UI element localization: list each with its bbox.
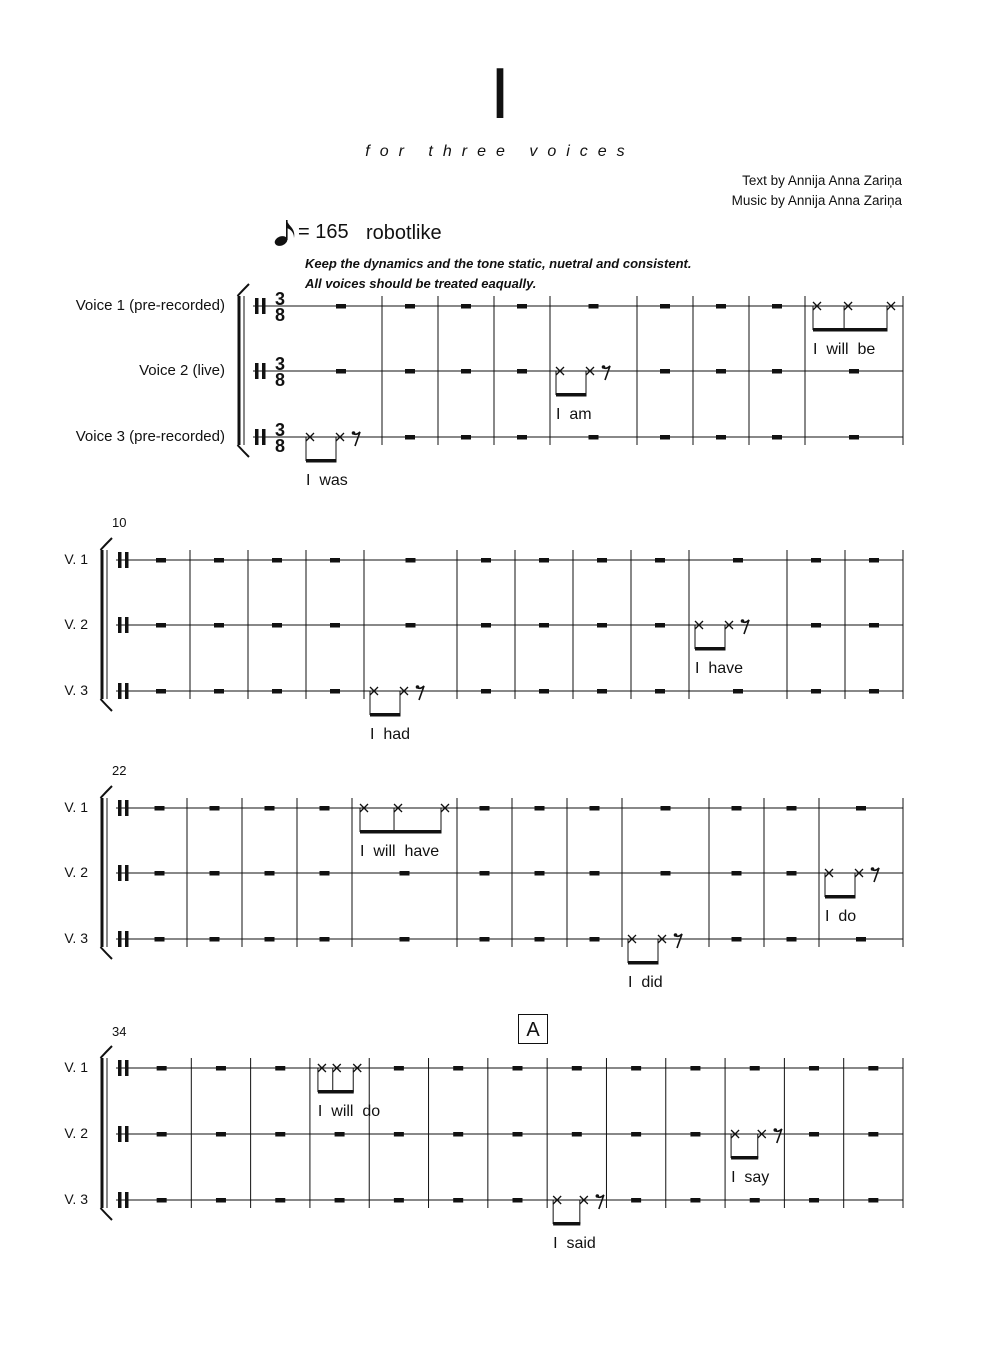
lyric: I will do bbox=[317, 1103, 381, 1120]
measure-rest bbox=[869, 623, 879, 628]
measure-rest bbox=[157, 1198, 167, 1203]
measure-rest bbox=[716, 435, 726, 440]
measure-rest bbox=[590, 806, 600, 811]
measure-rest bbox=[535, 937, 545, 942]
percussion-clef-icon bbox=[125, 931, 129, 947]
measure-rest bbox=[481, 623, 491, 628]
measure-rest bbox=[811, 623, 821, 628]
eighth-rest-dot bbox=[352, 431, 356, 435]
measure-rest bbox=[336, 304, 346, 309]
measure-rest bbox=[869, 558, 879, 563]
measure-rest bbox=[772, 435, 782, 440]
voice-name: V. 3 bbox=[64, 1191, 88, 1207]
measure-rest bbox=[394, 1132, 404, 1137]
measure-rest bbox=[394, 1066, 404, 1071]
measure-rest bbox=[275, 1198, 285, 1203]
measure-rest bbox=[156, 623, 166, 628]
measure-rest bbox=[733, 558, 743, 563]
measure-rest bbox=[272, 689, 282, 694]
percussion-clef-icon bbox=[118, 1126, 122, 1142]
measure-rest bbox=[787, 937, 797, 942]
lyric: I have bbox=[695, 660, 744, 677]
measure-rest bbox=[265, 871, 275, 876]
measure-rest bbox=[631, 1198, 641, 1203]
note-beam bbox=[553, 1222, 580, 1226]
lyric: I say bbox=[731, 1169, 770, 1186]
measure-rest bbox=[156, 558, 166, 563]
measure-rest bbox=[216, 1066, 226, 1071]
measure-rest bbox=[156, 689, 166, 694]
voice-name: Voice 2 (live) bbox=[139, 362, 225, 379]
measure-rest bbox=[214, 558, 224, 563]
voice-name: V. 1 bbox=[64, 1059, 88, 1075]
measure-rest bbox=[480, 937, 490, 942]
time-signature-numerator: 3 bbox=[274, 289, 286, 309]
voice-name: V. 2 bbox=[64, 616, 88, 632]
measure-rest bbox=[214, 689, 224, 694]
measure-rest bbox=[210, 871, 220, 876]
measure-rest bbox=[690, 1066, 700, 1071]
measure-rest bbox=[811, 689, 821, 694]
bracket-top-curl bbox=[101, 786, 113, 798]
measure-rest bbox=[772, 304, 782, 309]
lyric: I will have bbox=[360, 843, 440, 860]
measure-rest bbox=[461, 304, 471, 309]
measure-number: 22 bbox=[112, 763, 127, 778]
measure-rest bbox=[539, 558, 549, 563]
eighth-rest-dot bbox=[602, 365, 606, 369]
percussion-clef-icon bbox=[255, 298, 259, 314]
measure-rest bbox=[275, 1066, 285, 1071]
eighth-rest-dot bbox=[674, 933, 678, 937]
measure-rest bbox=[517, 369, 527, 374]
measure-number: 34 bbox=[112, 1024, 127, 1039]
measure-rest bbox=[394, 1198, 404, 1203]
measure-rest bbox=[216, 1198, 226, 1203]
eighth-rest-dot bbox=[596, 1194, 600, 1198]
percussion-clef-icon bbox=[262, 363, 266, 379]
measure-rest bbox=[690, 1132, 700, 1137]
measure-rest bbox=[513, 1066, 523, 1071]
measure-rest bbox=[406, 558, 416, 563]
measure-rest bbox=[275, 1132, 285, 1137]
measure-rest bbox=[320, 937, 330, 942]
measure-rest bbox=[631, 1132, 641, 1137]
measure-rest bbox=[809, 1132, 819, 1137]
percussion-clef-icon bbox=[118, 1192, 122, 1208]
measure-rest bbox=[330, 689, 340, 694]
measure-rest bbox=[572, 1066, 582, 1071]
bracket-top-curl bbox=[101, 538, 113, 550]
measure-rest bbox=[265, 806, 275, 811]
measure-rest bbox=[513, 1132, 523, 1137]
measure-rest bbox=[690, 1198, 700, 1203]
percussion-clef-icon bbox=[125, 800, 129, 816]
measure-rest bbox=[480, 871, 490, 876]
voice-name: Voice 3 (pre-recorded) bbox=[75, 428, 225, 445]
measure-rest bbox=[590, 871, 600, 876]
measure-rest bbox=[480, 806, 490, 811]
piece-title: I bbox=[489, 54, 510, 134]
lyric: I was bbox=[306, 472, 348, 489]
measure-rest bbox=[405, 369, 415, 374]
voice-name: V. 1 bbox=[64, 799, 88, 815]
measure-rest bbox=[335, 1132, 345, 1137]
measure-rest bbox=[660, 369, 670, 374]
measure-rest bbox=[155, 806, 165, 811]
measure-rest bbox=[787, 806, 797, 811]
measure-rest bbox=[590, 937, 600, 942]
note-beam bbox=[813, 328, 888, 332]
percussion-clef-icon bbox=[118, 800, 122, 816]
measure-rest bbox=[597, 558, 607, 563]
percussion-clef-icon bbox=[125, 1192, 129, 1208]
measure-number: 10 bbox=[112, 515, 127, 530]
measure-rest bbox=[453, 1198, 463, 1203]
note-beam bbox=[825, 895, 856, 899]
measure-rest bbox=[631, 1066, 641, 1071]
performance-instruction: All voices should be treated eaqually. bbox=[305, 276, 537, 291]
measure-rest bbox=[589, 435, 599, 440]
measure-rest bbox=[517, 435, 527, 440]
lyric: I do bbox=[825, 908, 857, 925]
measure-rest bbox=[461, 369, 471, 374]
percussion-clef-icon bbox=[125, 1126, 129, 1142]
note-beam bbox=[556, 393, 587, 397]
measure-rest bbox=[868, 1066, 878, 1071]
measure-rest bbox=[330, 558, 340, 563]
eighth-rest-dot bbox=[773, 1128, 777, 1132]
measure-rest bbox=[811, 558, 821, 563]
lyric: I said bbox=[553, 1235, 596, 1252]
measure-rest bbox=[330, 623, 340, 628]
measure-rest bbox=[272, 623, 282, 628]
measure-rest bbox=[732, 806, 742, 811]
percussion-clef-icon bbox=[125, 617, 129, 633]
tempo-character: robotlike bbox=[366, 222, 442, 244]
tempo-value: = 165 bbox=[298, 221, 349, 243]
eighth-rest-dot bbox=[416, 685, 420, 689]
measure-rest bbox=[400, 937, 410, 942]
bracket-bottom-curl bbox=[101, 947, 113, 959]
measure-rest bbox=[772, 369, 782, 374]
measure-rest bbox=[272, 558, 282, 563]
measure-rest bbox=[868, 1198, 878, 1203]
lyric: I am bbox=[556, 406, 592, 423]
measure-rest bbox=[809, 1066, 819, 1071]
percussion-clef-icon bbox=[262, 298, 266, 314]
measure-rest bbox=[597, 623, 607, 628]
measure-rest bbox=[655, 623, 665, 628]
bracket-bottom-curl bbox=[101, 699, 113, 711]
measure-rest bbox=[750, 1198, 760, 1203]
measure-rest bbox=[655, 558, 665, 563]
lyric: I will be bbox=[813, 341, 876, 358]
note-beam bbox=[318, 1090, 354, 1094]
note-beam bbox=[731, 1156, 758, 1160]
measure-rest bbox=[155, 871, 165, 876]
music-credit: Music by Annija Anna Zariņa bbox=[731, 193, 902, 208]
percussion-clef-icon bbox=[262, 429, 266, 445]
measure-rest bbox=[453, 1132, 463, 1137]
measure-rest bbox=[214, 623, 224, 628]
measure-rest bbox=[849, 369, 859, 374]
measure-rest bbox=[453, 1066, 463, 1071]
percussion-clef-icon bbox=[118, 1060, 122, 1076]
measure-rest bbox=[597, 689, 607, 694]
eighth-rest-dot bbox=[741, 619, 745, 623]
measure-rest bbox=[856, 806, 866, 811]
text-credit: Text by Annija Anna Zariņa bbox=[742, 173, 902, 188]
measure-rest bbox=[481, 689, 491, 694]
lyric: I had bbox=[370, 726, 411, 743]
voice-name: V. 3 bbox=[64, 682, 88, 698]
measure-rest bbox=[210, 937, 220, 942]
measure-rest bbox=[750, 1066, 760, 1071]
measure-rest bbox=[716, 369, 726, 374]
time-signature-denominator: 8 bbox=[274, 370, 286, 390]
measure-rest bbox=[265, 937, 275, 942]
measure-rest bbox=[513, 1198, 523, 1203]
measure-rest bbox=[320, 871, 330, 876]
note-beam bbox=[360, 830, 442, 834]
note-beam bbox=[695, 647, 726, 651]
lyric: I did bbox=[628, 974, 663, 991]
measure-rest bbox=[210, 806, 220, 811]
measure-rest bbox=[155, 937, 165, 942]
measure-rest bbox=[539, 689, 549, 694]
measure-rest bbox=[405, 304, 415, 309]
bracket-bottom-curl bbox=[238, 445, 250, 457]
percussion-clef-icon bbox=[118, 552, 122, 568]
measure-rest bbox=[539, 623, 549, 628]
measure-rest bbox=[461, 435, 471, 440]
measure-rest bbox=[535, 871, 545, 876]
measure-rest bbox=[869, 689, 879, 694]
percussion-clef-icon bbox=[125, 1060, 129, 1076]
performance-instruction: Keep the dynamics and the tone static, nuetral and consistent. bbox=[305, 256, 692, 271]
measure-rest bbox=[660, 304, 670, 309]
measure-rest bbox=[732, 871, 742, 876]
measure-rest bbox=[157, 1066, 167, 1071]
note-beam bbox=[370, 713, 401, 717]
measure-rest bbox=[661, 871, 671, 876]
measure-rest bbox=[517, 304, 527, 309]
voice-name: V. 3 bbox=[64, 930, 88, 946]
measure-rest bbox=[157, 1132, 167, 1137]
measure-rest bbox=[655, 689, 665, 694]
measure-rest bbox=[868, 1132, 878, 1137]
eighth-rest-dot bbox=[871, 867, 875, 871]
percussion-clef-icon bbox=[118, 865, 122, 881]
measure-rest bbox=[535, 806, 545, 811]
time-signature-denominator: 8 bbox=[274, 436, 286, 456]
time-signature-numerator: 3 bbox=[274, 420, 286, 440]
piece-subtitle: for three voices bbox=[365, 143, 635, 160]
voice-name: Voice 1 (pre-recorded) bbox=[75, 297, 225, 314]
measure-rest bbox=[716, 304, 726, 309]
voice-name: V. 2 bbox=[64, 1125, 88, 1141]
percussion-clef-icon bbox=[255, 363, 259, 379]
percussion-clef-icon bbox=[118, 683, 122, 699]
measure-rest bbox=[660, 435, 670, 440]
measure-rest bbox=[733, 689, 743, 694]
measure-rest bbox=[809, 1198, 819, 1203]
measure-rest bbox=[216, 1132, 226, 1137]
measure-rest bbox=[732, 937, 742, 942]
measure-rest bbox=[336, 369, 346, 374]
voice-name: V. 2 bbox=[64, 864, 88, 880]
bracket-top-curl bbox=[101, 1046, 113, 1058]
note-beam bbox=[306, 459, 337, 463]
measure-rest bbox=[406, 623, 416, 628]
bracket-bottom-curl bbox=[101, 1208, 113, 1220]
percussion-clef-icon bbox=[118, 931, 122, 947]
percussion-clef-icon bbox=[125, 552, 129, 568]
measure-rest bbox=[572, 1132, 582, 1137]
measure-rest bbox=[405, 435, 415, 440]
measure-rest bbox=[481, 558, 491, 563]
measure-rest bbox=[661, 806, 671, 811]
rehearsal-mark: A bbox=[518, 1014, 548, 1044]
measure-rest bbox=[849, 435, 859, 440]
measure-rest bbox=[320, 806, 330, 811]
measure-rest bbox=[589, 304, 599, 309]
time-signature-denominator: 8 bbox=[274, 305, 286, 325]
measure-rest bbox=[400, 871, 410, 876]
percussion-clef-icon bbox=[125, 683, 129, 699]
percussion-clef-icon bbox=[118, 617, 122, 633]
percussion-clef-icon bbox=[255, 429, 259, 445]
measure-rest bbox=[856, 937, 866, 942]
measure-rest bbox=[787, 871, 797, 876]
time-signature-numerator: 3 bbox=[274, 354, 286, 374]
bracket-top-curl bbox=[238, 284, 250, 296]
note-beam bbox=[628, 961, 659, 965]
voice-name: V. 1 bbox=[64, 551, 88, 567]
percussion-clef-icon bbox=[125, 865, 129, 881]
measure-rest bbox=[335, 1198, 345, 1203]
